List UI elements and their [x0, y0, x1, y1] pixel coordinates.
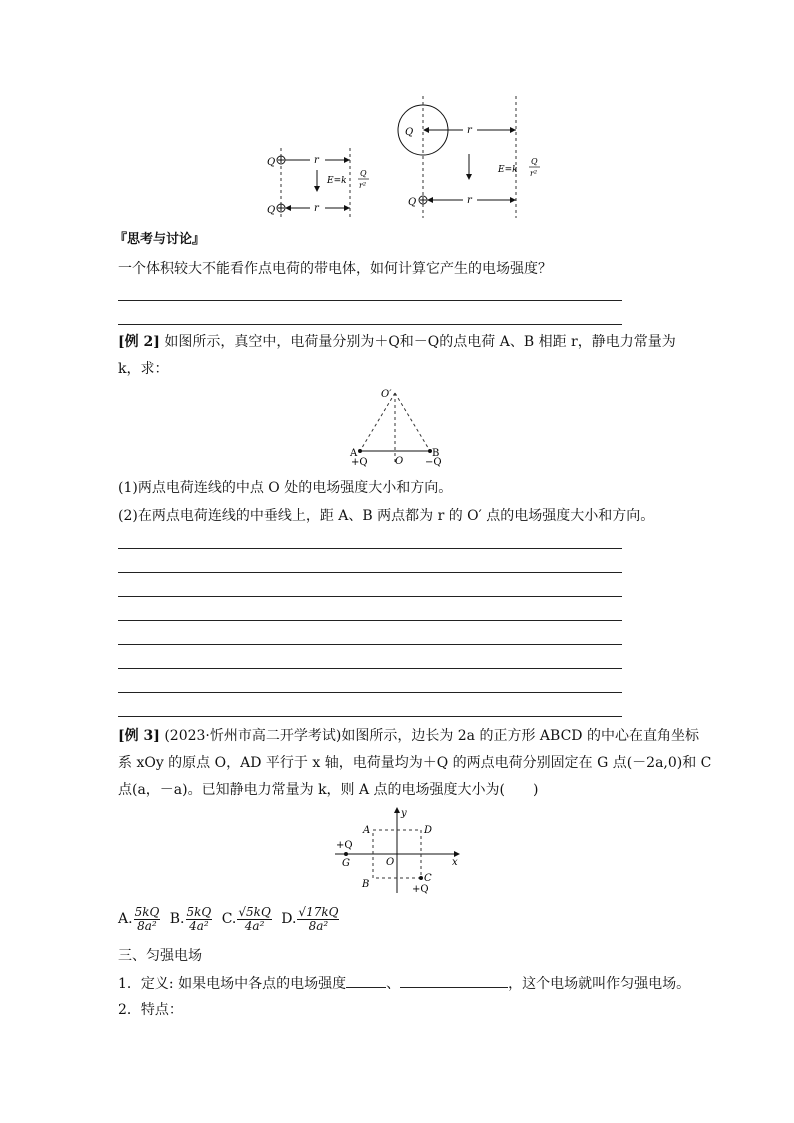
example3-line2: 系 xOy 的原点 O，AD 平行于 x 轴，电荷量均为＋Q 的两点电荷分别固定在 G 点(－2a,0)和 C	[118, 755, 712, 771]
fig3-d: D	[424, 825, 433, 836]
right-diagram	[398, 96, 540, 218]
discussion-heading: 『思考与讨论』	[114, 232, 206, 247]
fig2-qa: +Q	[351, 457, 368, 468]
fig3-x: x	[452, 857, 458, 868]
blank-1[interactable]	[346, 973, 386, 988]
option-d[interactable]	[281, 904, 340, 933]
example2-line1	[118, 332, 676, 352]
answer-line	[118, 596, 622, 597]
answer-line	[118, 548, 622, 549]
left-charge-top: Q	[267, 157, 276, 168]
left-charge-bottom: Q	[267, 205, 276, 216]
option-d-num: √17kQ	[298, 904, 339, 919]
right-formula-den: r²	[530, 169, 538, 178]
answer-line	[118, 620, 622, 621]
answer-line	[118, 572, 622, 573]
right-charge-bottom: Q	[408, 197, 417, 208]
fig2-qb: −Q	[425, 457, 442, 468]
fig2-o: O	[395, 456, 404, 467]
answer-line	[118, 668, 622, 669]
left-formula-num: Q	[360, 169, 367, 178]
option-d-letter: D.	[281, 911, 297, 927]
right-r-top: r	[467, 125, 472, 136]
example3-options	[118, 904, 340, 934]
option-b[interactable]	[169, 904, 218, 933]
left-formula-den: r²	[359, 181, 367, 190]
left-r-top: r	[314, 155, 319, 166]
option-c-den: 4a²	[244, 918, 265, 933]
right-charge-top: Q	[405, 127, 414, 138]
right-formula: E=k	[498, 165, 518, 175]
example2-q1: (1)两点电荷连线的中点 O 处的电场强度大小和方向。	[118, 480, 453, 496]
option-c[interactable]	[221, 904, 278, 933]
option-b-letter: B.	[169, 911, 185, 927]
fig2-o-prime: O′	[381, 389, 392, 400]
right-r-bottom: r	[467, 195, 472, 206]
answer-line	[118, 324, 622, 325]
answer-line	[118, 692, 622, 693]
section3-title: 三、匀强电场	[118, 948, 202, 964]
definition-suffix: ，这个电场就叫作匀强电场。	[508, 976, 691, 992]
discussion-question: 一个体积较大不能看作点电荷的带电体，如何计算它产生的电场强度？	[118, 261, 552, 277]
option-b-num: 5kQ	[186, 904, 212, 919]
option-c-letter: C.	[221, 911, 237, 927]
option-a[interactable]	[118, 904, 166, 933]
fig3-qg: +Q	[336, 840, 353, 851]
example3-text1: (2023·忻州市高二开学考试)如图所示，边长为 2a 的正方形 ABCD 的中心在直角坐标	[164, 728, 699, 744]
example2-text1: 如图所示，真空中，电荷量分别为＋Q和－Q的点电荷 A、B 相距 r，静电力常量为	[164, 334, 676, 350]
answer-line	[118, 716, 622, 717]
blank-2[interactable]	[400, 973, 508, 988]
option-b-den: 4a²	[189, 918, 209, 933]
fig3-a: A	[363, 825, 371, 836]
fig3-o: O	[386, 857, 395, 868]
definition-prefix: 1．定义: 如果电场中各点的电场强度	[118, 976, 347, 992]
option-a-den: 8a²	[137, 918, 157, 933]
example3-label: [例 3]	[118, 728, 160, 744]
fig3-c: C	[424, 873, 432, 884]
fig2-a: A	[350, 448, 358, 459]
option-d-den: 8a²	[308, 918, 329, 933]
fig3-b: B	[362, 879, 370, 890]
left-r-bottom: r	[314, 203, 319, 214]
option-c-num: √5kQ	[238, 904, 271, 919]
section3-features: 2．特点：	[118, 1002, 183, 1018]
example3-figure	[330, 803, 465, 898]
fig2-b: B	[432, 448, 440, 459]
right-formula-num: Q	[531, 157, 538, 166]
fig3-y: y	[401, 808, 407, 819]
top-figure	[255, 92, 545, 222]
fig3-g: G	[342, 858, 350, 869]
answer-line	[118, 644, 622, 645]
example2-figure	[345, 385, 450, 470]
section3-definition	[118, 973, 690, 994]
option-a-num: 5kQ	[134, 904, 160, 919]
example3-line3: 点(a，－a)。已知静电力常量为 k，则 A 点的电场强度大小为( )	[118, 782, 539, 798]
fig3-qc: +Q	[412, 884, 429, 895]
example3-line1	[118, 726, 699, 746]
definition-sep: 、	[386, 976, 401, 992]
left-diagram	[267, 148, 369, 218]
example2-line2: k，求：	[118, 361, 169, 377]
answer-line	[118, 300, 622, 301]
example2-label: [例 2]	[118, 334, 160, 350]
example2-q2: (2)在两点电荷连线的中垂线上，距 A、B 两点都为 r 的 O′ 点的电场强度大小和方向。	[118, 508, 655, 524]
option-a-letter: A.	[118, 911, 133, 927]
left-formula: E=k	[327, 176, 347, 186]
